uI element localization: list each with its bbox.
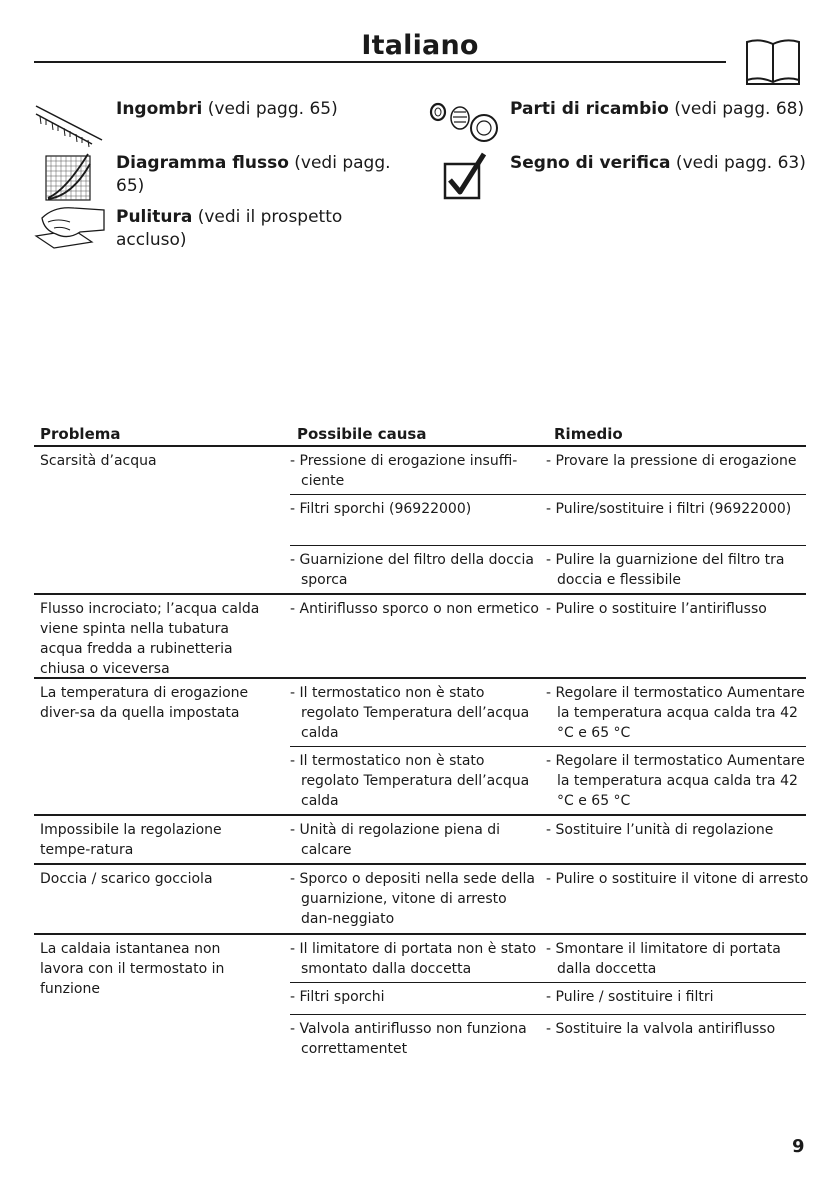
remedy-cell: - Pulire/sostituire i filtri (96922000): [546, 501, 792, 517]
header-problem: Problema: [40, 425, 121, 443]
ref-dimensions: Ingombri (vedi pagg. 65): [116, 99, 338, 119]
problem-cell: Scarsità d’acqua: [40, 453, 157, 469]
remedy-cell: - Provare la pressione di erogazione: [546, 453, 797, 469]
table-row: [34, 447, 806, 595]
cause-row: [290, 816, 806, 863]
cause-row: [290, 679, 806, 747]
cause-row: [290, 447, 806, 495]
problem-cell: La caldaia istantanea non lavora con il termostato in funzione: [40, 941, 225, 997]
page-number: 9: [792, 1136, 805, 1157]
cause-cell: - Il limitatore di portata non è stato smontato dalla doccetta: [290, 941, 537, 977]
cause-row: [290, 1015, 806, 1062]
book-icon: [744, 36, 802, 86]
remedy-cell: - Pulire o sostituire l’antiriflusso: [546, 601, 767, 617]
table-row: [34, 865, 809, 935]
ref-cleaning: Pulitura (vedi il prospetto accluso): [116, 207, 343, 250]
remedy-cell: - Pulire o sostituire il vitone di arresto: [546, 871, 809, 887]
checkmark-box-icon: [442, 152, 488, 202]
remedy-cell: - Regolare il termostatico Aumentare la temperatura acqua calda tra 42 °C e 65 °C: [546, 685, 805, 741]
cause-cell: - Sporco o depositi nella sede della guarnizione, vitone di arresto dan-neggiato: [290, 871, 535, 927]
cause-cell: - Antiriflusso sporco o non ermetico: [290, 601, 539, 617]
cause-cell: - Il termostatico non è stato regolato Temperatura dell’acqua calda: [290, 685, 530, 741]
remedy-cell: - Sostituire la valvola antiriflusso: [546, 1021, 776, 1037]
spare-parts-icon: [428, 98, 500, 144]
problem-cell: Impossibile la regolazione tempe-ratura: [40, 822, 222, 858]
table-row: [34, 679, 806, 816]
cause-cell: - Il termostatico non è stato regolato Temperatura dell’acqua calda: [290, 753, 530, 809]
remedy-cell: - Pulire / sostituire i filtri: [546, 989, 714, 1005]
remedy-cell: - Pulire la guarnizione del filtro tra doccia e flessibile: [546, 552, 785, 588]
problem-cell: Doccia / scarico gocciola: [40, 871, 213, 887]
ref-flow-diagram: Diagramma flusso (vedi pagg. 65): [116, 153, 391, 196]
header-remedy: Rimedio: [554, 425, 623, 443]
cause-cell: - Filtri sporchi: [290, 989, 385, 1005]
cause-row: [290, 495, 806, 546]
problem-cell: La temperatura di erogazione diver-sa da quella impostata: [40, 685, 249, 721]
ref-spare-parts: Parti di ricambio (vedi pagg. 68): [510, 99, 805, 119]
cause-row: [290, 546, 806, 593]
cause-row: [290, 865, 809, 932]
cause-row: [290, 595, 806, 622]
cause-cell: - Unità di regolazione piena di calcare: [290, 822, 501, 858]
cause-cell: - Filtri sporchi (96922000): [290, 501, 472, 517]
remedy-cell: - Sostituire l’unità di regolazione: [546, 822, 774, 838]
table-row: [34, 595, 806, 679]
title-divider: [34, 61, 726, 63]
remedy-cell: - Smontare il limitatore di portata dalla doccetta: [546, 941, 781, 977]
problem-cell: Flusso incrociato; l’acqua calda viene spinta nella tubatura acqua fredda a rubinetteria chiusa o viceversa: [40, 601, 260, 677]
page-title: Italiano: [361, 30, 479, 61]
ref-checkmark: Segno di verifica (vedi pagg. 63): [510, 153, 806, 173]
cleaning-hand-icon: [34, 200, 106, 250]
cause-row: [290, 983, 806, 1015]
header-cause: Possibile causa: [297, 425, 427, 443]
cause-cell: - Valvola antiriflusso non funziona correttamentet: [290, 1021, 527, 1057]
cause-row: [290, 935, 806, 983]
dimensions-icon: [34, 100, 104, 148]
table-row: [34, 935, 806, 1062]
cause-cell: - Pressione di erogazione insuffi-ciente: [290, 453, 518, 489]
remedy-cell: - Regolare il termostatico Aumentare la temperatura acqua calda tra 42 °C e 65 °C: [546, 753, 805, 809]
cause-cell: - Guarnizione del filtro della doccia sporca: [290, 552, 534, 588]
table-header: [34, 424, 806, 447]
table-row: [34, 816, 806, 865]
cause-row: [290, 747, 806, 814]
troubleshooting-table: [34, 424, 809, 1062]
flow-diagram-icon: [44, 152, 94, 202]
